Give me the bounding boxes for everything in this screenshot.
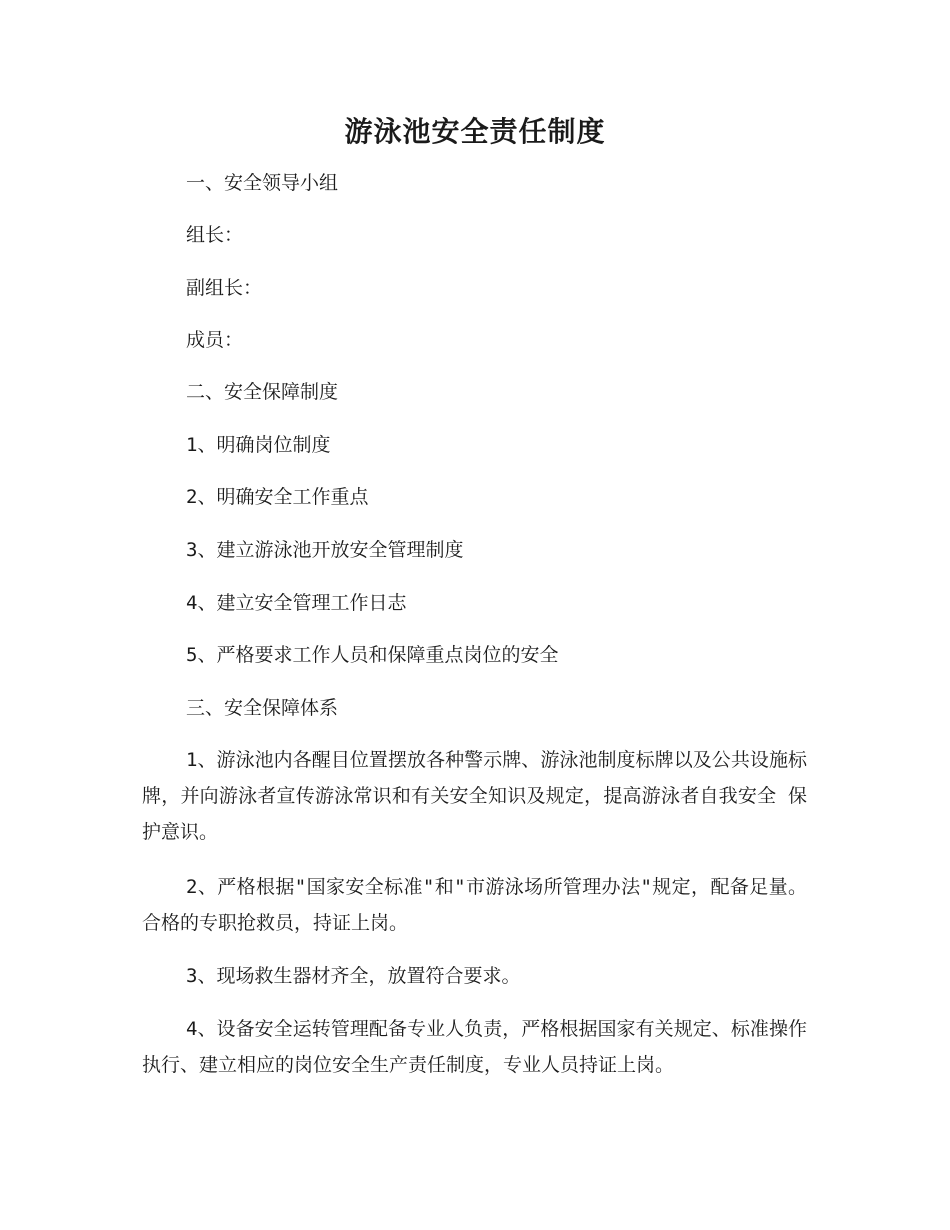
system-paragraph-3: 3、现场救生器材齐全，放置符合要求。 [186, 965, 521, 987]
rule-item-5: 5、严格要求工作人员和保障重点岗位的安全 [186, 644, 559, 666]
section-heading-safety-rules: 二、安全保障制度 [186, 381, 339, 403]
system-paragraph-2: 2、严格根据"国家安全标准"和"市游泳场所管理办法"规定，配备足量。合格的专职抢救员，持证上岗。 [142, 876, 807, 934]
rule-item-2: 2、明确安全工作重点 [186, 486, 369, 508]
document-title: 游泳池安全责任制度 [344, 115, 606, 148]
rule-item-4: 4、建立安全管理工作日志 [186, 592, 407, 614]
section-heading-safety-system: 三、安全保障体系 [186, 697, 339, 719]
section-heading-leadership: 一、安全领导小组 [186, 172, 339, 194]
system-paragraph-4: 4、设备安全运转管理配备专业人负责，严格根据国家有关规定、标准操作执行、建立相应的岗位安全生产责任制度，专业人员持证上岗。 [142, 1018, 807, 1076]
rule-item-3: 3、建立游泳池开放安全管理制度 [186, 539, 464, 561]
line-team-leader: 组长： [186, 224, 244, 246]
system-paragraph-1: 1、游泳池内各醒目位置摆放各种警示牌、游泳池制度标牌以及公共设施标牌，并向游泳者宣传游泳常识和有关安全知识及规定，提高游泳者自我安全 保护意识。 [142, 749, 807, 843]
rule-item-1: 1、明确岗位制度 [186, 434, 331, 456]
line-deputy-leader: 副组长： [186, 277, 263, 299]
line-members: 成员： [186, 329, 244, 351]
